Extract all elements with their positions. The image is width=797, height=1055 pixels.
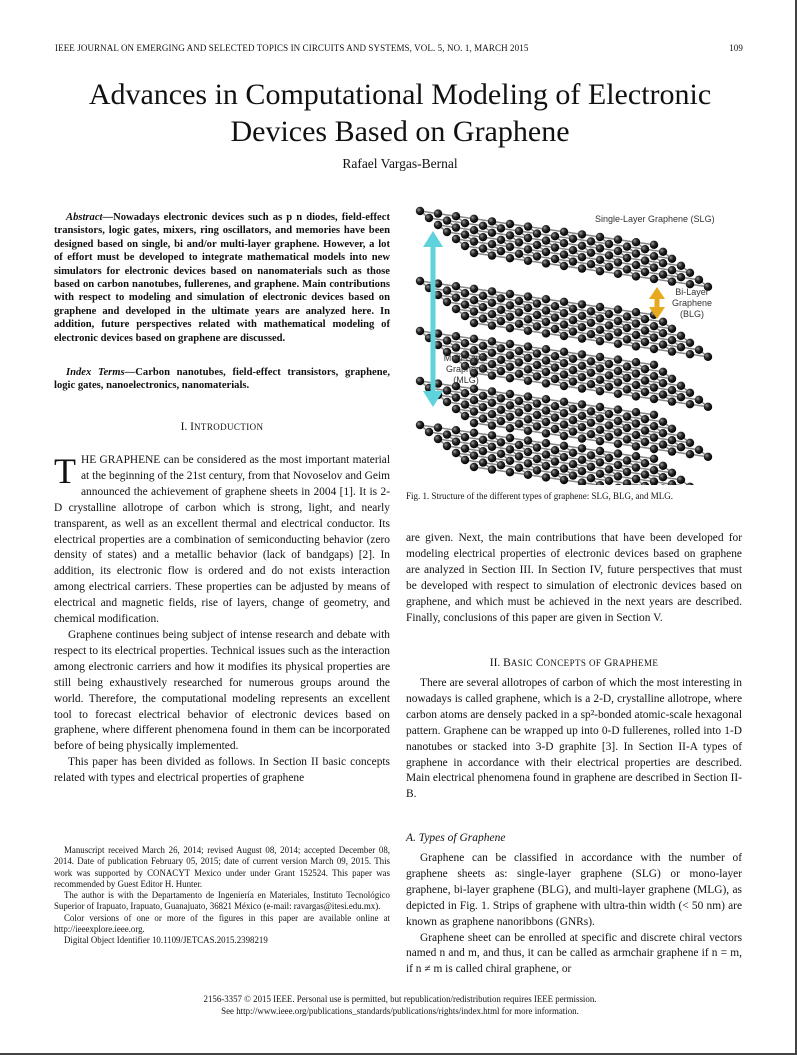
figure-1-graphene-layers — [410, 205, 744, 485]
abstract-label: Abstract — [66, 212, 103, 223]
right-paragraph-continue: are given. Next, the main contributions that have been developed for modeling electrical properties of electronic devices based on graphene are analyzed in Section III. In Section IV, future perspectives that must be developed with respect to simulation of electronic devices based on graphene, and which must be achieved in the next years are described. Finally, conclusions of this paper are given in Section V. — [406, 532, 742, 624]
label-blg-3: (BLG) — [679, 309, 705, 319]
paper-title: Advances in Computational Modeling of Electronic Devices Based on Graphene — [88, 78, 712, 148]
journal-header: IEEE JOURNAL ON EMERGING AND SELECTED TOPICS IN CIRCUITS AND SYSTEMS, VOL. 5, NO. 1, MARCH 2015 — [55, 43, 529, 53]
abstract-text: —Nowadays electronic devices such as p n diodes, field-effect transistors, logic gates, mixers, ring oscillators, and memories have been designed based on single, bi and/or multi-layer graphene. However, a lot of effort must be developed to integrate mathematical models into new simulators for electronic devices based on nanomaterials such as those based on carbon nanotubes, fullerenes, and graphene. Main contributions with respect to modeling and simulation of electronic devices based on graphene and developed in the ultimate years are analyzed here. In addition, future perspectives related with mathematical modeling of electronic devices based on graphene are discussed. — [54, 212, 390, 344]
section2-word1-rest: ASIC — [510, 658, 533, 668]
section-title-initial: I — [190, 421, 195, 433]
label-mlg-3: (MLG) — [453, 375, 479, 385]
intro-lead: HE GRAPHENE — [81, 454, 161, 466]
subsection-a-paragraph-2: Graphene sheet can be enrolled at specific and discrete chiral vectors named n and m, and thus, it can be called as armchair graphene if n = m, if n ≠ m is called chiral graphene, or — [406, 931, 742, 976]
copyright-notice — [40, 993, 760, 1017]
label-blg-2: Graphene — [671, 298, 713, 308]
introduction-body — [54, 453, 390, 787]
label-slg: Single-Layer Graphene (SLG) — [595, 214, 715, 224]
label-mlg-1: Multi-Layer — [443, 353, 489, 363]
intro-paragraph-1 — [54, 453, 390, 628]
section-title-rest: NTRODUCTION — [194, 422, 264, 432]
footnote-affiliation: The author is with the Departamento de Ingeniería en Materiales, Instituto Tecnológico Superior of Irapuato, Irapuato, Guanajuato, 36821 México (e-mail: ravargas@itesi.edu.mx). — [54, 890, 390, 912]
right-column-continuation — [406, 531, 742, 626]
subsection-a-paragraph-1: Graphene can be classified in accordance with the number of graphene sheets as: single-layer graphene (SLG) or mono-layer graphene, bi-layer graphene (BLG), and multi-layer graphene (MLG), as depicted in Fig. 1. Strips of graphene with ultra-thin width (< 50 nm) are known as graphene nanoribbons (GNRs). — [406, 852, 742, 928]
subsection-heading-types: A. Types of Graphene — [406, 832, 506, 844]
section-numeral: I. — [180, 421, 188, 433]
footnotes — [54, 845, 390, 947]
running-header — [55, 43, 743, 53]
section2-body — [406, 676, 742, 803]
section2-word1-initial: B — [503, 657, 511, 669]
graphene-figure-graphic — [410, 205, 744, 485]
section2-paragraph: There are several allotropes of carbon of which the most interesting in nowadays is called graphene, which is a 2-D, crystalline allotrope, where carbon atoms are densely packed in a sp²-bonded atomic-scale hexagonal pattern. Graphene can be wrapped up into 0-D fullerenes, rolled into 1-D nanotubes or stacked into 3-D graphite [3]. In Section II-A types of graphene in accordance with their electrical properties are described. Main electrical phenomena found in graphene are described in Section II-B. — [406, 677, 742, 801]
subsection-a-body — [406, 851, 742, 978]
label-blg-1: Bi-Layer — [675, 287, 709, 297]
copyright-line-1: 2156-3357 © 2015 IEEE. Personal use is permitted, but republication/redistribution requires IEEE permission. — [203, 994, 597, 1004]
copyright-line-2: See http://www.ieee.org/publications_standards/publications/rights/index.html for more information. — [221, 1006, 579, 1016]
index-terms — [54, 366, 390, 393]
index-terms-label: Index Terms — [66, 367, 125, 378]
section-heading-introduction — [54, 421, 390, 433]
section2-numeral: II. — [489, 657, 501, 669]
abstract — [54, 211, 390, 345]
section2-word2-rest: ONCEPTS OF — [543, 658, 602, 668]
footnote-received: Manuscript received March 26, 2014; revised August 08, 2014; accepted December 08, 2014. Date of publication February 05, 2015; date of current version March 09, 2015. This work was supported by CONACYT Mexico under under Grant 152524. This paper was recommended by Guest Editor H. Hunter. — [54, 845, 390, 889]
label-mlg-2: Graphene — [445, 364, 487, 374]
footnote-color: Color versions of one or more of the figures in this paper are available online at http://ieeexplore.ieee.org. — [54, 912, 390, 935]
drop-cap: T — [54, 451, 76, 491]
figure-1-caption: Fig. 1. Structure of the different types of graphene: SLG, BLG, and MLG. — [406, 491, 674, 501]
author-name: Rafael Vargas-Bernal — [342, 156, 458, 171]
intro-paragraph-3: This paper has been divided as follows. In Section II basic concepts related with types and electrical properties of graphene — [54, 756, 390, 785]
intro-paragraph-1-text: can be considered as the most important material at the beginning of the 21st century, from that Novoselov and Geim announced the achievement of graphene sheets in 2004 [1]. It is 2-D crystalline allotrope of carbon which is strong, light, and nearly transparent, as well as an excellent thermal and electrical conductor. Its electrical properties are a combination of semiconducting behavior (zero density of states) and a metallic behavior (lack of bandgaps) [2]. In addition, its electronic flow is ordered and do not exists interaction among electrical carriers. These properties can be adjusted by means of electrical and magnetic fields, rise of layers, change of geometry, and chemical modification. — [54, 454, 390, 626]
section2-word3-initial: G — [604, 657, 613, 669]
section2-word3-rest: RAPHEME — [612, 658, 659, 668]
section2-word2-initial: C — [535, 657, 544, 669]
intro-paragraph-2: Graphene continues being subject of intense research and debate with respect to its electrical properties. Technical issues such as the interaction among electronic carriers and how it modifies its physical properties are still being exhaustively researched for numerous groups around the world. Therefore, the computational modeling represents an excellent tool to forecast electrical behavior of electronic devices based on graphene, where different phenomena found in them can be incorporated before of being physically implemented. — [54, 628, 390, 753]
page-number: 109 — [729, 43, 743, 53]
footnote-doi: Digital Object Identifier 10.1109/JETCAS.2015.2398219 — [64, 935, 268, 946]
index-terms-text: —Carbon nanotubes, field-effect transistors, graphene, logic gates, nanoelectronics, nanomaterials. — [54, 367, 390, 392]
section-heading-basic-concepts — [406, 657, 742, 669]
